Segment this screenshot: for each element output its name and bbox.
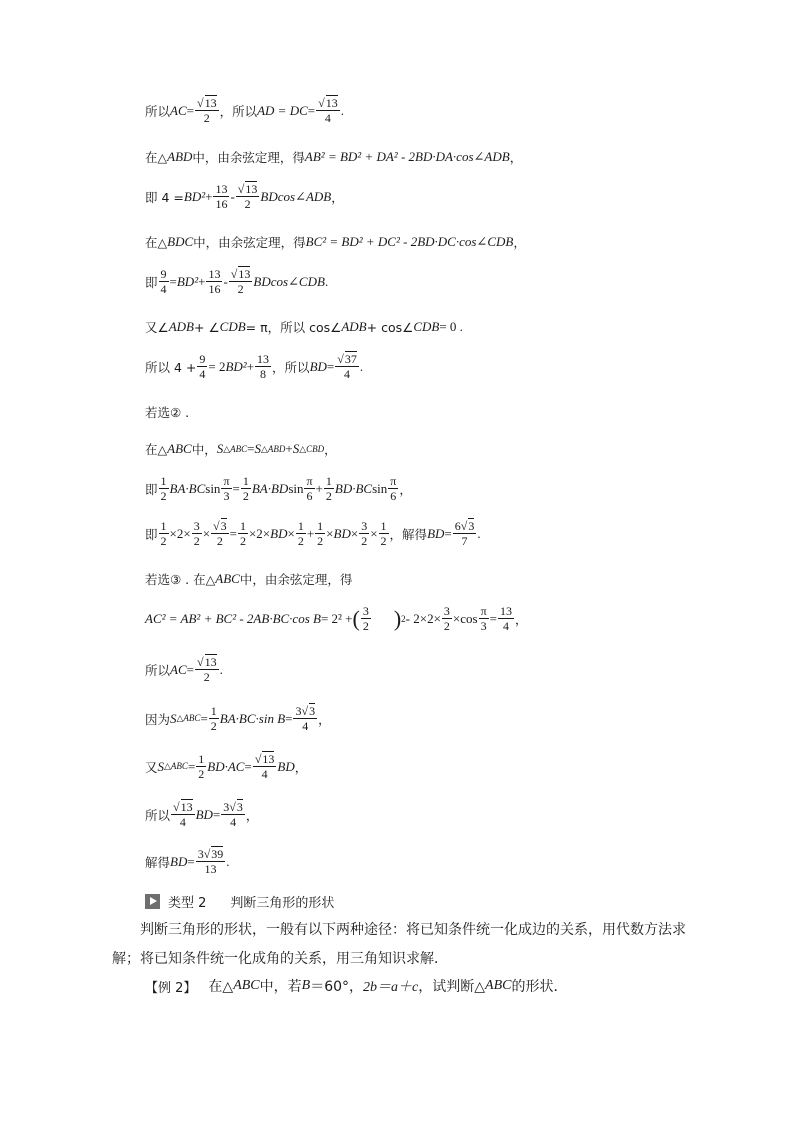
text: ，	[324, 442, 337, 457]
denominator: 2	[193, 534, 200, 548]
text: 因为	[145, 711, 171, 727]
math-var: BD	[309, 358, 327, 374]
fraction: √13 2	[230, 267, 251, 296]
coefficient: 3	[197, 847, 204, 861]
denominator: 4	[179, 815, 186, 829]
denominator: 2	[210, 719, 217, 733]
text: 中，	[191, 442, 217, 457]
denominator: 2	[242, 489, 249, 503]
radicand: 3	[220, 519, 227, 533]
denominator: 2	[198, 767, 205, 781]
text: ，	[513, 235, 526, 250]
text: =	[229, 525, 237, 541]
text: = 2	[208, 358, 226, 374]
text: 在△	[145, 442, 168, 457]
numerator: 3	[193, 519, 200, 533]
subscript: △ABC	[176, 713, 201, 723]
text: 中，由余弦定理，得	[192, 150, 305, 165]
denominator: 4	[324, 111, 331, 125]
math-var: BD	[427, 525, 445, 541]
fraction	[159, 267, 169, 296]
math-var: AD = DC	[257, 102, 308, 118]
fraction: $\frac{3√3}{4}$	[223, 800, 243, 829]
solution-line-3	[145, 182, 344, 211]
math-var: BD	[195, 806, 213, 822]
numerator: 1	[160, 474, 167, 488]
numerator: π	[480, 604, 487, 618]
denominator: 2	[237, 282, 244, 296]
fraction	[206, 267, 222, 296]
radicand: 13	[180, 800, 193, 814]
radicand: 13	[204, 655, 217, 669]
numerator: 13	[500, 604, 512, 618]
text: =	[247, 441, 255, 456]
text: sin	[288, 480, 304, 496]
text: ×2×	[169, 525, 191, 541]
text: ×	[202, 525, 211, 541]
fraction	[304, 474, 314, 503]
math-var: BD²	[176, 273, 199, 289]
solution-line-10	[145, 474, 412, 503]
option-2-heading: 若选② .	[145, 405, 190, 420]
example-tag: 【例 2】	[145, 980, 197, 996]
denominator: 4	[344, 367, 351, 381]
text: -	[223, 273, 228, 289]
denominator: 2	[380, 534, 387, 548]
math-var: BDC	[167, 234, 194, 249]
fraction: √13 4	[173, 800, 193, 829]
denominator: 2	[160, 489, 167, 503]
text: ，	[318, 711, 331, 727]
text: =	[186, 661, 194, 677]
denominator: 4	[261, 767, 268, 781]
text: +	[306, 525, 315, 541]
math-var: BD²	[183, 188, 206, 204]
denominator: 3	[480, 619, 487, 633]
example-2	[145, 976, 567, 996]
text: =	[326, 358, 335, 374]
denominator: 2	[362, 619, 369, 633]
solution-line-1	[145, 96, 344, 125]
radicand: 37	[344, 352, 357, 366]
text: ×	[370, 525, 378, 541]
subscript: △ABC	[164, 761, 188, 771]
text: ，	[509, 150, 523, 165]
fraction	[498, 604, 514, 633]
play-triangle-icon	[145, 894, 160, 909]
fraction	[379, 519, 389, 548]
numerator: 9	[160, 267, 167, 281]
text: =	[186, 102, 194, 118]
numerator: 3	[361, 519, 368, 533]
subscript: △ABD	[260, 443, 286, 454]
text: 中，若	[259, 979, 302, 995]
text: +	[315, 480, 323, 496]
fraction	[479, 604, 489, 633]
fraction: √13 2	[237, 182, 258, 211]
solution-line-7	[145, 352, 363, 381]
math-var: ABC	[215, 571, 240, 586]
text: 即	[145, 481, 158, 497]
denominator: 4	[199, 367, 206, 381]
text: 在△	[145, 150, 168, 165]
text: 所以	[145, 807, 171, 823]
radicand: 3	[236, 800, 243, 814]
solution-line-17	[145, 800, 258, 829]
fraction: $\frac{3√3}{4}$	[295, 704, 316, 733]
denominator: 16	[215, 197, 228, 211]
text: 所以	[145, 662, 171, 678]
fraction	[192, 519, 202, 548]
math-var: CDB	[219, 319, 246, 334]
solution-line-18	[145, 847, 230, 876]
formula: BA·BC·sin B	[219, 710, 286, 726]
text: .	[340, 102, 344, 118]
radicand: 13	[262, 752, 275, 766]
text: sin	[205, 480, 221, 496]
text: ，所以	[272, 359, 310, 375]
denominator: 2	[239, 534, 246, 548]
text: 在△	[145, 235, 168, 250]
math-var: BDcos∠ADB	[260, 188, 332, 204]
section-label: 类型 2	[168, 896, 207, 911]
exponent: 2	[401, 613, 406, 624]
fraction: $\frac{√37}{4}$	[337, 352, 357, 381]
text: sin	[372, 480, 388, 496]
fraction: $\frac{√13}{4}$	[318, 96, 338, 125]
denominator: 4	[302, 719, 309, 733]
denominator: 2	[297, 534, 304, 548]
text: 又∠	[145, 320, 169, 335]
radicand: 13	[204, 96, 217, 110]
section-title: 判断三角形的形状	[230, 896, 335, 911]
math-var: AC	[170, 102, 187, 118]
text: ，所以	[219, 103, 258, 119]
text: ，试判断△	[418, 979, 486, 995]
numerator: π	[223, 474, 230, 488]
coefficient: 6	[454, 519, 461, 533]
denominator: 4	[160, 282, 167, 296]
text: =	[307, 102, 316, 118]
text: ，解得	[389, 526, 428, 542]
math-var: BD²	[225, 358, 247, 374]
denominator: 2	[361, 534, 368, 548]
text: -	[230, 188, 235, 204]
fraction	[361, 604, 371, 633]
math-var: S	[216, 441, 224, 456]
denominator: 2	[244, 197, 251, 211]
fraction	[442, 604, 452, 633]
numerator: 1	[317, 519, 324, 533]
denominator: 6	[306, 489, 313, 503]
fraction: $\frac{√13}{4}$	[254, 752, 275, 781]
fraction	[241, 474, 251, 503]
text: 即	[145, 274, 158, 290]
denominator: 16	[208, 282, 221, 296]
math-var: ABC	[167, 441, 192, 456]
numerator: 1	[210, 704, 217, 718]
numerator: 1	[242, 474, 249, 488]
text: = 2² +	[320, 610, 353, 626]
math-var: BA·BD	[251, 480, 289, 496]
text: 在△	[208, 979, 234, 995]
fraction	[238, 519, 248, 548]
text: =	[200, 710, 208, 726]
math-var: ABC	[485, 978, 512, 993]
coefficient: 3	[295, 704, 302, 718]
text: 中，由余弦定理，得	[193, 235, 306, 250]
formula: BD·AC	[207, 758, 245, 774]
fraction	[221, 474, 231, 503]
text: 若选③ . 在△	[145, 572, 216, 587]
radicand: 13	[238, 267, 251, 281]
math-var: S	[157, 758, 165, 774]
fraction	[196, 752, 206, 781]
text: ，	[515, 611, 528, 627]
math-var: BD	[270, 525, 288, 541]
text: =	[169, 273, 177, 289]
text: = 0 .	[439, 319, 463, 334]
math-var: BD·BC	[334, 480, 373, 496]
text: 所以	[145, 103, 171, 119]
denominator: 2	[160, 534, 167, 548]
math-var: ADB	[341, 319, 367, 334]
text: ×cos	[452, 610, 478, 626]
radicand: 3	[309, 704, 316, 718]
formula: 2b＝a＋c	[363, 980, 419, 995]
math-var: ADB	[168, 319, 194, 334]
solution-line-16	[145, 752, 307, 781]
text: - 2×2×	[405, 610, 441, 626]
numerator: 1	[198, 752, 205, 766]
text: =	[187, 853, 195, 869]
formula: BC² = BD² + DC² - 2BD·DC·cos∠CDB	[305, 234, 514, 249]
fraction	[359, 519, 369, 548]
text: 即 4 =	[145, 189, 184, 205]
text: ，	[399, 481, 412, 497]
denominator: 2	[443, 619, 450, 633]
denominator: 2	[325, 489, 332, 503]
solution-line-6	[145, 318, 463, 336]
text: ＝60°，	[310, 979, 364, 995]
text: =	[244, 758, 252, 774]
solution-line-9	[145, 440, 337, 458]
fraction: $\frac{√3}{2}$	[213, 519, 227, 548]
intro-paragraph: 判断三角形的形状，一般有以下两种途径：将已知条件统一化成边的关系，用代数方法求解；将已知条件统一化成角的关系，用三角知识求解．	[112, 922, 686, 967]
radicand: 3	[468, 519, 475, 533]
text: .	[324, 273, 329, 289]
text: =	[232, 480, 240, 496]
solution-line-5	[145, 267, 328, 296]
math-var: BD	[170, 853, 188, 869]
text: .	[226, 853, 230, 869]
fraction	[159, 519, 169, 548]
subscript: △ABC	[223, 443, 248, 454]
denominator: 13	[204, 862, 217, 876]
text: ×	[350, 525, 359, 541]
math-var: BDcos∠CDB	[253, 273, 325, 289]
text: =	[187, 758, 196, 774]
text: .	[219, 661, 223, 677]
denominator: 4	[503, 619, 509, 633]
solution-line-13	[145, 604, 528, 633]
text: =	[285, 710, 293, 726]
text: ，	[245, 807, 259, 823]
text: =	[489, 610, 497, 626]
fraction: $\frac{3√39}{13}$	[197, 847, 224, 876]
solution-line-14	[145, 655, 223, 684]
text: 又	[145, 759, 158, 775]
text: ×2×	[248, 525, 271, 541]
formula: AC² = AB² + BC² - 2AB·BC·cos B	[145, 610, 321, 626]
radicand: 13	[245, 182, 258, 196]
math-var: S	[254, 441, 261, 456]
fraction: $\frac{√13}{2}$	[196, 96, 217, 125]
fraction: $\frac{6√3}{7}$	[454, 519, 475, 548]
section-heading	[145, 892, 334, 911]
fraction	[159, 474, 169, 503]
math-var: BD	[277, 758, 295, 774]
denominator: 3	[223, 489, 230, 503]
coefficient: 3	[223, 800, 230, 814]
fraction	[324, 474, 334, 503]
denominator: 2	[317, 534, 324, 548]
text: + ∠	[194, 319, 220, 335]
text: 的形状．	[511, 979, 568, 995]
text: =	[444, 525, 452, 541]
text: 所以 4 +	[145, 359, 197, 375]
text: =	[212, 806, 221, 822]
left-paren: (	[352, 605, 360, 631]
solution-line-15	[145, 704, 331, 733]
text: +	[246, 358, 255, 374]
math-var: CDB	[413, 319, 440, 334]
fraction	[388, 474, 398, 503]
fraction	[213, 182, 229, 211]
fraction	[296, 519, 306, 548]
option-3-heading	[145, 570, 352, 588]
text: +	[198, 273, 206, 289]
math-var: S	[292, 441, 300, 456]
numerator: 13	[257, 352, 270, 366]
text: .	[477, 525, 481, 541]
text: ，	[294, 759, 308, 775]
fraction	[255, 352, 271, 381]
numerator: 3	[443, 604, 450, 618]
text: ，	[331, 189, 344, 205]
math-var: BA·BC	[169, 480, 206, 496]
formula: AB² = BD² + DA² - 2BD·DA·cos∠ADB	[304, 149, 510, 164]
denominator: 7	[461, 534, 468, 548]
numerator: π	[306, 474, 313, 488]
math-var: AC	[170, 661, 187, 677]
denominator: 2	[203, 111, 210, 125]
text: ×	[287, 525, 295, 541]
text: 中，由余弦定理，得	[239, 572, 353, 587]
text: +	[205, 188, 213, 204]
fraction	[197, 352, 207, 381]
text: 即	[145, 526, 158, 542]
right-paren: )	[393, 605, 402, 631]
text: 解得	[145, 854, 171, 870]
numerator: 13	[215, 182, 228, 196]
numerator: 1	[325, 474, 332, 488]
solution-line-2	[145, 148, 522, 166]
subscript: △CBD	[299, 443, 325, 454]
denominator: 8	[260, 367, 267, 381]
math-var: B	[301, 978, 311, 993]
radicand: 39	[211, 847, 224, 861]
solution-line-11	[145, 519, 481, 548]
denominator: 2	[216, 534, 223, 548]
math-var: S	[170, 710, 177, 726]
fraction	[315, 519, 325, 548]
math-var: BD	[333, 525, 351, 541]
numerator: 3	[362, 604, 369, 618]
text: +	[285, 441, 293, 456]
text: + cos∠	[366, 319, 414, 335]
math-var: ABC	[233, 978, 260, 993]
numerator: 9	[199, 352, 206, 366]
numerator: 1	[160, 519, 167, 533]
numerator: 1	[239, 519, 246, 533]
numerator: 1	[297, 519, 304, 533]
radicand: 13	[325, 96, 338, 110]
numerator: 13	[208, 267, 221, 281]
fraction: $\frac{√13}{2}$	[196, 655, 217, 684]
numerator: 1	[380, 519, 387, 533]
solution-line-4	[145, 233, 526, 251]
fraction	[209, 704, 219, 733]
numerator: π	[390, 474, 397, 488]
text: = π，所以 cos∠	[245, 320, 342, 335]
denominator: 2	[203, 670, 210, 684]
text: ×	[326, 525, 334, 541]
math-var: ABD	[167, 149, 193, 164]
denominator: 4	[230, 815, 237, 829]
text: .	[359, 358, 364, 374]
denominator: 6	[390, 489, 397, 503]
